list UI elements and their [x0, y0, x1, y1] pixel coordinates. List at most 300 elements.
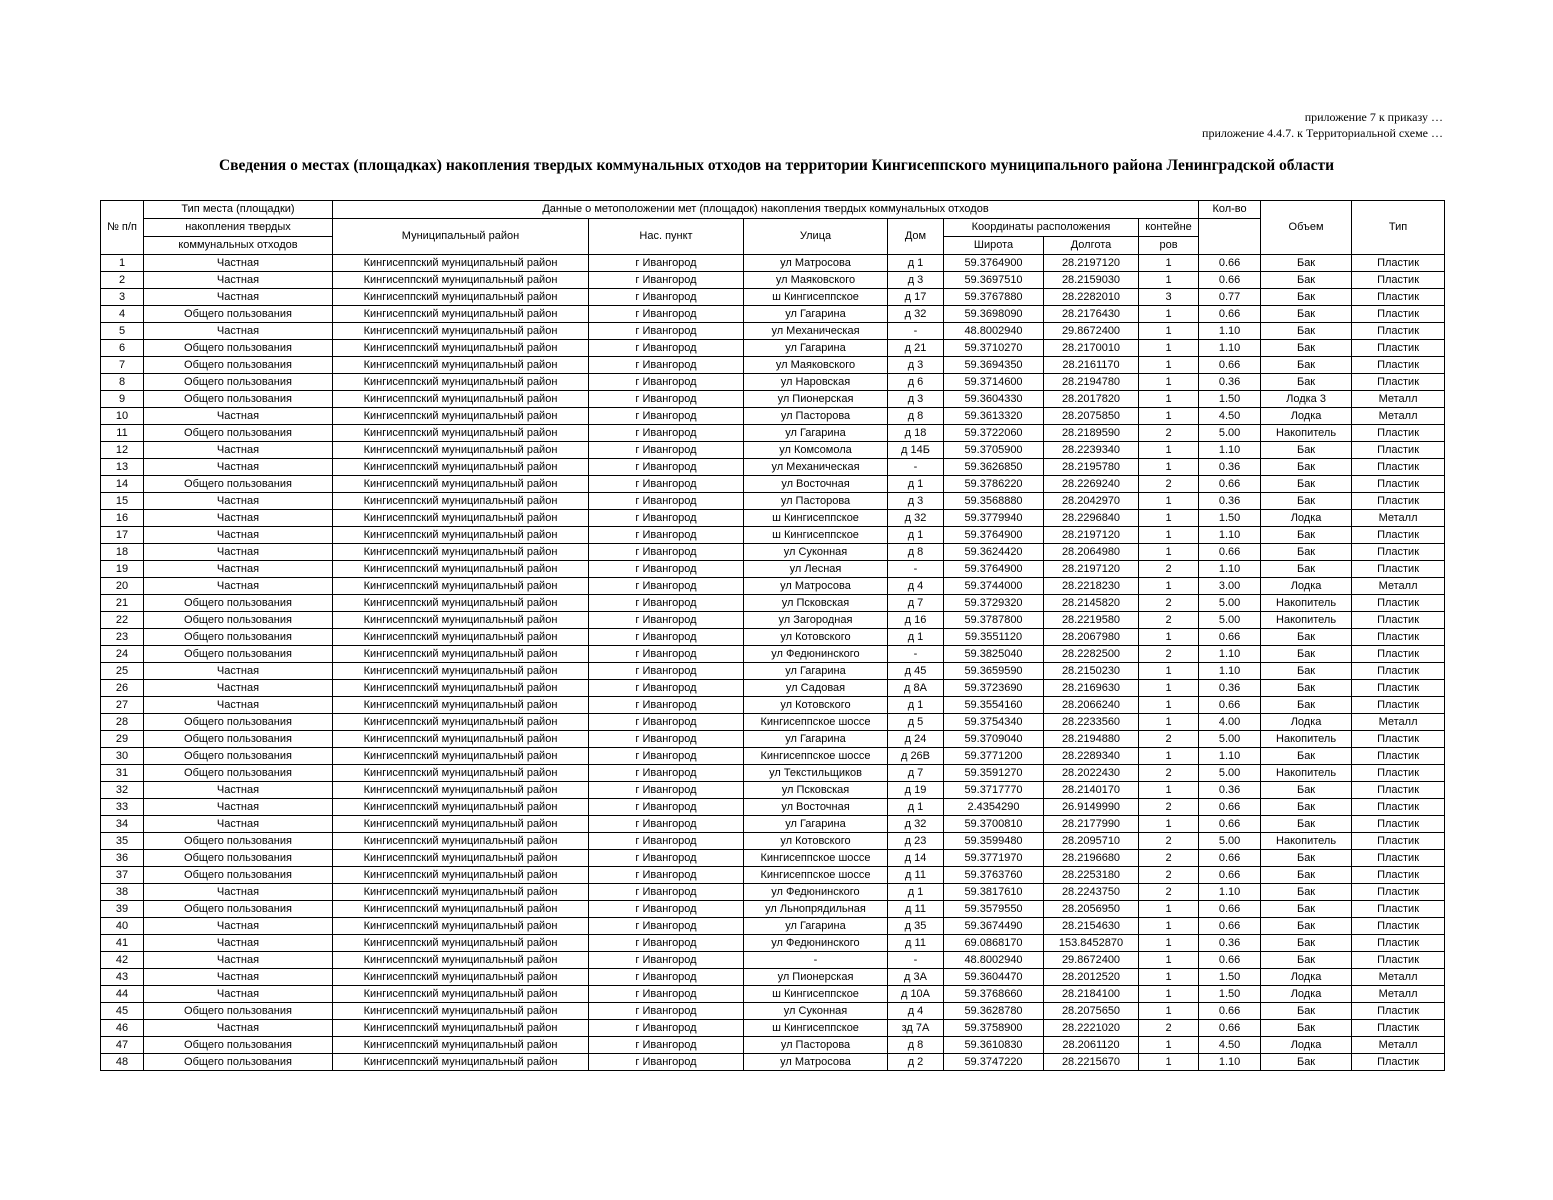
- cell-num: 20: [101, 578, 144, 595]
- cell-num: 2: [101, 272, 144, 289]
- cell-container-type: Бак: [1261, 748, 1352, 765]
- cell-container-type: Накопитель: [1261, 731, 1352, 748]
- cell-containers: 2: [1139, 1020, 1199, 1037]
- cell-latitude: 59.3626850: [944, 459, 1044, 476]
- cell-volume: 0.66: [1199, 901, 1261, 918]
- cell-material: Пластик: [1352, 255, 1445, 272]
- cell-latitude: 59.3764900: [944, 255, 1044, 272]
- col-header-location-group: Данные о метоположении мет (площадок) накопления твердых коммунальных отходов: [333, 201, 1199, 219]
- cell-latitude: 59.3717770: [944, 782, 1044, 799]
- cell-container-type: Лодка: [1261, 408, 1352, 425]
- table-row: [101, 765, 1445, 782]
- cell-longitude: 153.8452870: [1044, 935, 1139, 952]
- cell-street: ул Восточная: [744, 476, 888, 493]
- cell-street: ул Федюнинского: [744, 935, 888, 952]
- cell-street: ул Матросова: [744, 1054, 888, 1071]
- cell-num: 8: [101, 374, 144, 391]
- table-row: [101, 561, 1445, 578]
- cell-house: д 1: [888, 799, 944, 816]
- cell-containers: 2: [1139, 867, 1199, 884]
- table-row: [101, 408, 1445, 425]
- cell-containers: 2: [1139, 731, 1199, 748]
- table-row: [101, 391, 1445, 408]
- cell-num: 11: [101, 425, 144, 442]
- cell-material: Пластик: [1352, 867, 1445, 884]
- cell-latitude: 59.3610830: [944, 1037, 1044, 1054]
- cell-container-type: Бак: [1261, 850, 1352, 867]
- cell-containers: 1: [1139, 357, 1199, 374]
- cell-settlement: г Ивангород: [589, 527, 744, 544]
- cell-material: Пластик: [1352, 493, 1445, 510]
- cell-house: д 4: [888, 1003, 944, 1020]
- cell-site-type: Частная: [144, 578, 333, 595]
- cell-street: ул Маяковского: [744, 357, 888, 374]
- col-header-house: Дом: [888, 219, 944, 255]
- cell-site-type: Частная: [144, 272, 333, 289]
- col-header-volume: Объем: [1261, 201, 1352, 255]
- col-header-coordinates-group: Координаты расположения: [944, 219, 1139, 237]
- cell-latitude: 59.3694350: [944, 357, 1044, 374]
- cell-municipal-district: Кингисеппский муниципальный район: [333, 901, 589, 918]
- cell-settlement: г Ивангород: [589, 646, 744, 663]
- cell-container-type: Бак: [1261, 663, 1352, 680]
- cell-street: ул Пионерская: [744, 391, 888, 408]
- cell-longitude: 28.2056950: [1044, 901, 1139, 918]
- cell-volume: 0.66: [1199, 918, 1261, 935]
- cell-street: Кингисеппское шоссе: [744, 748, 888, 765]
- table-row: [101, 884, 1445, 901]
- cell-num: 30: [101, 748, 144, 765]
- cell-container-type: Бак: [1261, 527, 1352, 544]
- table-row: [101, 306, 1445, 323]
- cell-container-type: Бак: [1261, 646, 1352, 663]
- cell-volume: 0.66: [1199, 629, 1261, 646]
- cell-latitude: 2.4354290: [944, 799, 1044, 816]
- table-row: [101, 816, 1445, 833]
- cell-municipal-district: Кингисеппский муниципальный район: [333, 476, 589, 493]
- cell-longitude: 28.2197120: [1044, 527, 1139, 544]
- cell-longitude: 28.2221020: [1044, 1020, 1139, 1037]
- cell-longitude: 28.2017820: [1044, 391, 1139, 408]
- cell-site-type: Общего пользования: [144, 357, 333, 374]
- cell-settlement: г Ивангород: [589, 595, 744, 612]
- cell-volume: 0.66: [1199, 952, 1261, 969]
- cell-num: 24: [101, 646, 144, 663]
- cell-num: 15: [101, 493, 144, 510]
- cell-settlement: г Ивангород: [589, 952, 744, 969]
- cell-municipal-district: Кингисеппский муниципальный район: [333, 374, 589, 391]
- cell-container-type: Бак: [1261, 323, 1352, 340]
- cell-volume: 5.00: [1199, 612, 1261, 629]
- cell-num: 7: [101, 357, 144, 374]
- cell-volume: 0.66: [1199, 544, 1261, 561]
- cell-house: зд 7А: [888, 1020, 944, 1037]
- cell-num: 31: [101, 765, 144, 782]
- cell-material: Металл: [1352, 510, 1445, 527]
- cell-volume: 4.50: [1199, 1037, 1261, 1054]
- cell-volume: 1.50: [1199, 391, 1261, 408]
- cell-container-type: Накопитель: [1261, 833, 1352, 850]
- cell-municipal-district: Кингисеппский муниципальный район: [333, 391, 589, 408]
- cell-containers: 2: [1139, 612, 1199, 629]
- cell-street: ул Восточная: [744, 799, 888, 816]
- cell-containers: 1: [1139, 306, 1199, 323]
- cell-material: Пластик: [1352, 731, 1445, 748]
- cell-containers: 1: [1139, 918, 1199, 935]
- cell-material: Пластик: [1352, 527, 1445, 544]
- col-header-containers-line3: ров: [1139, 237, 1199, 255]
- cell-containers: 2: [1139, 646, 1199, 663]
- cell-container-type: Бак: [1261, 544, 1352, 561]
- cell-longitude: 28.2197120: [1044, 561, 1139, 578]
- table-row: [101, 374, 1445, 391]
- document-title: Сведения о местах (площадках) накопления твердых коммунальных отходов на территории Кингисеппского муниципального района Ленинградской области: [218, 157, 1335, 174]
- table-row: [101, 459, 1445, 476]
- cell-num: 43: [101, 969, 144, 986]
- cell-containers: 1: [1139, 663, 1199, 680]
- table-row: [101, 646, 1445, 663]
- table-row: [101, 544, 1445, 561]
- cell-house: д 23: [888, 833, 944, 850]
- cell-longitude: 28.2282500: [1044, 646, 1139, 663]
- cell-latitude: 59.3599480: [944, 833, 1044, 850]
- table-row: [101, 1003, 1445, 1020]
- cell-volume: 4.00: [1199, 714, 1261, 731]
- cell-num: 41: [101, 935, 144, 952]
- cell-containers: 1: [1139, 510, 1199, 527]
- cell-municipal-district: Кингисеппский муниципальный район: [333, 833, 589, 850]
- cell-material: Пластик: [1352, 425, 1445, 442]
- cell-municipal-district: Кингисеппский муниципальный район: [333, 459, 589, 476]
- cell-site-type: Частная: [144, 544, 333, 561]
- cell-municipal-district: Кингисеппский муниципальный район: [333, 442, 589, 459]
- cell-house: д 3: [888, 272, 944, 289]
- cell-latitude: 59.3624420: [944, 544, 1044, 561]
- cell-house: д 14Б: [888, 442, 944, 459]
- cell-longitude: 28.2064980: [1044, 544, 1139, 561]
- cell-container-type: Бак: [1261, 697, 1352, 714]
- cell-street: ул Загородная: [744, 612, 888, 629]
- cell-house: -: [888, 561, 944, 578]
- cell-latitude: 59.3551120: [944, 629, 1044, 646]
- cell-site-type: Частная: [144, 986, 333, 1003]
- cell-street: Кингисеппское шоссе: [744, 867, 888, 884]
- cell-container-type: Лодка: [1261, 578, 1352, 595]
- cell-site-type: Частная: [144, 799, 333, 816]
- cell-num: 13: [101, 459, 144, 476]
- cell-longitude: 28.2159030: [1044, 272, 1139, 289]
- cell-material: Металл: [1352, 986, 1445, 1003]
- cell-material: Пластик: [1352, 748, 1445, 765]
- cell-longitude: 28.2196680: [1044, 850, 1139, 867]
- cell-street: Кингисеппское шоссе: [744, 714, 888, 731]
- cell-street: ул Суконная: [744, 1003, 888, 1020]
- cell-material: Пластик: [1352, 782, 1445, 799]
- cell-volume: 1.50: [1199, 986, 1261, 1003]
- cell-street: ул Псковская: [744, 782, 888, 799]
- cell-latitude: 59.3700810: [944, 816, 1044, 833]
- cell-municipal-district: Кингисеппский муниципальный район: [333, 408, 589, 425]
- cell-settlement: г Ивангород: [589, 935, 744, 952]
- cell-container-type: Бак: [1261, 340, 1352, 357]
- cell-site-type: Общего пользования: [144, 850, 333, 867]
- cell-site-type: Общего пользования: [144, 867, 333, 884]
- cell-house: д 5: [888, 714, 944, 731]
- cell-containers: 2: [1139, 476, 1199, 493]
- cell-num: 26: [101, 680, 144, 697]
- cell-containers: 2: [1139, 884, 1199, 901]
- cell-material: Пластик: [1352, 799, 1445, 816]
- cell-num: 9: [101, 391, 144, 408]
- cell-municipal-district: Кингисеппский муниципальный район: [333, 731, 589, 748]
- table-row: [101, 442, 1445, 459]
- cell-latitude: 59.3705900: [944, 442, 1044, 459]
- cell-house: д 14: [888, 850, 944, 867]
- cell-municipal-district: Кингисеппский муниципальный район: [333, 748, 589, 765]
- cell-municipal-district: Кингисеппский муниципальный район: [333, 510, 589, 527]
- cell-containers: 1: [1139, 527, 1199, 544]
- cell-site-type: Общего пользования: [144, 901, 333, 918]
- cell-containers: 1: [1139, 1003, 1199, 1020]
- cell-latitude: 59.3628780: [944, 1003, 1044, 1020]
- cell-municipal-district: Кингисеппский муниципальный район: [333, 1003, 589, 1020]
- cell-settlement: г Ивангород: [589, 629, 744, 646]
- cell-street: ул Гагарина: [744, 306, 888, 323]
- cell-material: Пластик: [1352, 680, 1445, 697]
- cell-material: Пластик: [1352, 884, 1445, 901]
- cell-house: д 1: [888, 629, 944, 646]
- cell-settlement: г Ивангород: [589, 1037, 744, 1054]
- cell-house: д 7: [888, 765, 944, 782]
- cell-street: ул Котовского: [744, 833, 888, 850]
- cell-settlement: г Ивангород: [589, 408, 744, 425]
- cell-material: Пластик: [1352, 595, 1445, 612]
- cell-containers: 1: [1139, 544, 1199, 561]
- cell-house: д 7: [888, 595, 944, 612]
- table-row: [101, 918, 1445, 935]
- col-header-type: Тип: [1352, 201, 1445, 255]
- cell-street: ул Наровская: [744, 374, 888, 391]
- cell-material: Пластик: [1352, 272, 1445, 289]
- appendix-note-order: приложение 7 к приказу …: [1304, 110, 1443, 124]
- cell-street: ул Гагарина: [744, 340, 888, 357]
- cell-latitude: 59.3747220: [944, 1054, 1044, 1071]
- cell-num: 1: [101, 255, 144, 272]
- cell-volume: 1.10: [1199, 748, 1261, 765]
- cell-num: 45: [101, 1003, 144, 1020]
- cell-container-type: Бак: [1261, 680, 1352, 697]
- cell-site-type: Частная: [144, 459, 333, 476]
- table-row: [101, 510, 1445, 527]
- cell-containers: 1: [1139, 697, 1199, 714]
- cell-street: ул Федюнинского: [744, 646, 888, 663]
- cell-house: д 6: [888, 374, 944, 391]
- cell-municipal-district: Кингисеппский муниципальный район: [333, 646, 589, 663]
- cell-volume: 0.66: [1199, 867, 1261, 884]
- cell-container-type: Бак: [1261, 561, 1352, 578]
- cell-street: ул Матросова: [744, 255, 888, 272]
- cell-street: ш Кингисеппское: [744, 527, 888, 544]
- cell-site-type: Частная: [144, 918, 333, 935]
- cell-material: Металл: [1352, 578, 1445, 595]
- cell-street: ул Маяковского: [744, 272, 888, 289]
- cell-municipal-district: Кингисеппский муниципальный район: [333, 306, 589, 323]
- cell-street: ул Матросова: [744, 578, 888, 595]
- cell-material: Пластик: [1352, 1054, 1445, 1071]
- cell-containers: 2: [1139, 850, 1199, 867]
- cell-latitude: 48.8002940: [944, 323, 1044, 340]
- cell-container-type: Бак: [1261, 952, 1352, 969]
- cell-site-type: Частная: [144, 663, 333, 680]
- cell-settlement: г Ивангород: [589, 782, 744, 799]
- cell-municipal-district: Кингисеппский муниципальный район: [333, 1054, 589, 1071]
- cell-latitude: 69.0868170: [944, 935, 1044, 952]
- cell-volume: 0.36: [1199, 493, 1261, 510]
- cell-site-type: Общего пользования: [144, 1054, 333, 1071]
- cell-settlement: г Ивангород: [589, 459, 744, 476]
- cell-municipal-district: Кингисеппский муниципальный район: [333, 357, 589, 374]
- cell-municipal-district: Кингисеппский муниципальный район: [333, 884, 589, 901]
- cell-latitude: 59.3604330: [944, 391, 1044, 408]
- cell-street: ул Котовского: [744, 629, 888, 646]
- cell-volume: 1.50: [1199, 510, 1261, 527]
- cell-settlement: г Ивангород: [589, 374, 744, 391]
- cell-latitude: 59.3764900: [944, 561, 1044, 578]
- table-row: [101, 1054, 1445, 1071]
- table-row: [101, 833, 1445, 850]
- col-header-settlement: Нас. пункт: [589, 219, 744, 255]
- cell-municipal-district: Кингисеппский муниципальный район: [333, 340, 589, 357]
- cell-site-type: Частная: [144, 527, 333, 544]
- cell-municipal-district: Кингисеппский муниципальный район: [333, 850, 589, 867]
- cell-street: ул Котовского: [744, 697, 888, 714]
- cell-latitude: 59.3604470: [944, 969, 1044, 986]
- cell-settlement: г Ивангород: [589, 289, 744, 306]
- cell-latitude: 59.3579550: [944, 901, 1044, 918]
- table-row: [101, 901, 1445, 918]
- cell-site-type: Частная: [144, 697, 333, 714]
- cell-municipal-district: Кингисеппский муниципальный район: [333, 629, 589, 646]
- cell-municipal-district: Кингисеппский муниципальный район: [333, 578, 589, 595]
- cell-street: ул Пионерская: [744, 969, 888, 986]
- cell-material: Металл: [1352, 391, 1445, 408]
- cell-num: 48: [101, 1054, 144, 1071]
- cell-house: д 8А: [888, 680, 944, 697]
- cell-containers: 1: [1139, 374, 1199, 391]
- cell-longitude: 28.2042970: [1044, 493, 1139, 510]
- cell-container-type: Бак: [1261, 493, 1352, 510]
- cell-num: 39: [101, 901, 144, 918]
- cell-material: Пластик: [1352, 357, 1445, 374]
- cell-house: -: [888, 646, 944, 663]
- cell-house: д 32: [888, 816, 944, 833]
- cell-settlement: г Ивангород: [589, 901, 744, 918]
- cell-house: д 32: [888, 306, 944, 323]
- cell-container-type: Бак: [1261, 782, 1352, 799]
- cell-municipal-district: Кингисеппский муниципальный район: [333, 765, 589, 782]
- cell-material: Пластик: [1352, 306, 1445, 323]
- cell-latitude: 59.3817610: [944, 884, 1044, 901]
- cell-house: д 16: [888, 612, 944, 629]
- cell-house: д 21: [888, 340, 944, 357]
- cell-longitude: 28.2233560: [1044, 714, 1139, 731]
- col-header-containers-line1: Кол-во: [1199, 201, 1261, 219]
- cell-container-type: Бак: [1261, 816, 1352, 833]
- cell-longitude: 28.2189590: [1044, 425, 1139, 442]
- cell-longitude: 28.2150230: [1044, 663, 1139, 680]
- cell-container-type: Бак: [1261, 901, 1352, 918]
- cell-material: Пластик: [1352, 1020, 1445, 1037]
- cell-longitude: 26.9149990: [1044, 799, 1139, 816]
- cell-settlement: г Ивангород: [589, 969, 744, 986]
- cell-settlement: г Ивангород: [589, 510, 744, 527]
- cell-num: 29: [101, 731, 144, 748]
- cell-site-type: Общего пользования: [144, 374, 333, 391]
- cell-num: 10: [101, 408, 144, 425]
- cell-num: 32: [101, 782, 144, 799]
- cell-settlement: г Ивангород: [589, 663, 744, 680]
- cell-municipal-district: Кингисеппский муниципальный район: [333, 289, 589, 306]
- cell-settlement: г Ивангород: [589, 272, 744, 289]
- cell-site-type: Частная: [144, 510, 333, 527]
- cell-material: Пластик: [1352, 476, 1445, 493]
- cell-house: д 45: [888, 663, 944, 680]
- cell-settlement: г Ивангород: [589, 986, 744, 1003]
- cell-latitude: 59.3744000: [944, 578, 1044, 595]
- cell-settlement: г Ивангород: [589, 476, 744, 493]
- cell-container-type: Накопитель: [1261, 595, 1352, 612]
- cell-street: ул Суконная: [744, 544, 888, 561]
- cell-latitude: 59.3613320: [944, 408, 1044, 425]
- cell-volume: 0.36: [1199, 374, 1261, 391]
- cell-material: Пластик: [1352, 646, 1445, 663]
- cell-num: 6: [101, 340, 144, 357]
- cell-num: 38: [101, 884, 144, 901]
- cell-settlement: г Ивангород: [589, 765, 744, 782]
- cell-material: Пластик: [1352, 442, 1445, 459]
- cell-latitude: 59.3723690: [944, 680, 1044, 697]
- cell-container-type: Бак: [1261, 1054, 1352, 1071]
- cell-settlement: г Ивангород: [589, 1003, 744, 1020]
- cell-longitude: 28.2095710: [1044, 833, 1139, 850]
- cell-municipal-district: Кингисеппский муниципальный район: [333, 1020, 589, 1037]
- cell-containers: 1: [1139, 578, 1199, 595]
- cell-municipal-district: Кингисеппский муниципальный район: [333, 323, 589, 340]
- cell-containers: 1: [1139, 935, 1199, 952]
- cell-settlement: г Ивангород: [589, 442, 744, 459]
- cell-longitude: 28.2219580: [1044, 612, 1139, 629]
- cell-street: ул Механическая: [744, 323, 888, 340]
- cell-settlement: г Ивангород: [589, 884, 744, 901]
- cell-containers: 1: [1139, 629, 1199, 646]
- cell-material: Пластик: [1352, 663, 1445, 680]
- cell-material: Пластик: [1352, 935, 1445, 952]
- cell-latitude: 59.3771200: [944, 748, 1044, 765]
- cell-num: 23: [101, 629, 144, 646]
- cell-municipal-district: Кингисеппский муниципальный район: [333, 918, 589, 935]
- cell-num: 42: [101, 952, 144, 969]
- cell-num: 35: [101, 833, 144, 850]
- col-header-num: № п/п: [101, 201, 144, 255]
- cell-container-type: Бак: [1261, 918, 1352, 935]
- cell-containers: 1: [1139, 952, 1199, 969]
- cell-house: д 3А: [888, 969, 944, 986]
- cell-num: 12: [101, 442, 144, 459]
- cell-municipal-district: Кингисеппский муниципальный район: [333, 952, 589, 969]
- cell-container-type: Бак: [1261, 306, 1352, 323]
- cell-municipal-district: Кингисеппский муниципальный район: [333, 816, 589, 833]
- cell-site-type: Общего пользования: [144, 1003, 333, 1020]
